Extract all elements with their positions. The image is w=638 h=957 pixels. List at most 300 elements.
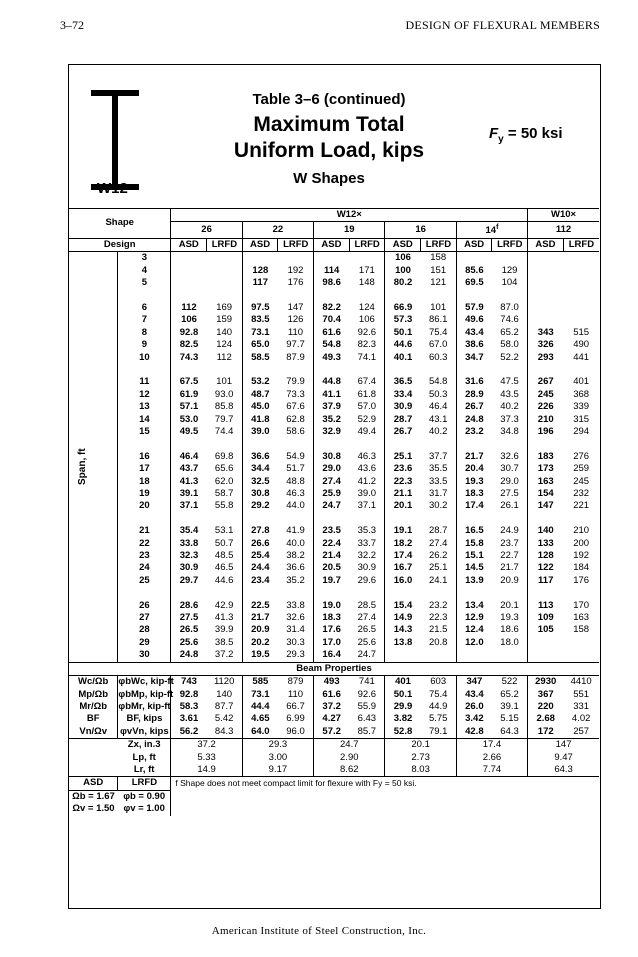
row-spacer <box>349 513 385 525</box>
lrfd-value: 33.8 <box>286 599 305 611</box>
asd-value: 85.6 <box>456 265 492 277</box>
row-spacer <box>69 364 118 376</box>
lrfd-value: 52.9 <box>357 413 377 425</box>
asd-value: 24.8 <box>171 649 207 662</box>
lrfd-value: 159 <box>216 314 233 326</box>
property-value: 9.17 <box>242 764 313 777</box>
table-heading <box>209 91 449 187</box>
asd-value: 98.6 <box>314 277 350 289</box>
asd-value: 57.3 <box>385 314 421 326</box>
asd-value: 13.9 <box>456 575 492 587</box>
asd-value: 13.4 <box>456 600 492 612</box>
lrfd-value: 37.7 <box>428 450 448 462</box>
asd-value: 19.5 <box>242 649 278 662</box>
asd-value: 26.6 <box>242 538 278 550</box>
property-value: 43.4 <box>456 689 492 701</box>
asd-value: 25.4 <box>242 550 278 562</box>
property-value: 66.7 <box>286 700 305 712</box>
table-row <box>69 500 599 512</box>
lrfd-value: 129 <box>501 264 518 276</box>
lrfd-value: 441 <box>573 351 590 363</box>
lrfd-value <box>278 252 314 265</box>
lrfd-value: 28.7 <box>428 525 448 537</box>
span-axis-cell <box>69 600 118 612</box>
asd-value: 21.4 <box>314 550 350 562</box>
table-row <box>69 314 599 326</box>
beam-properties-title: Beam Properties <box>69 662 599 675</box>
span-axis-cell <box>69 265 118 277</box>
property-value: 64.3 <box>500 725 519 737</box>
lrfd-value: 21.7 <box>500 562 519 574</box>
asd-value: 97.5 <box>242 302 278 314</box>
table-row <box>69 538 599 550</box>
span-axis-cell <box>69 525 118 537</box>
asd-value: 20.9 <box>242 624 278 636</box>
row-spacer <box>563 513 599 525</box>
row-spacer <box>528 364 564 376</box>
property-value: 87.7 <box>214 700 234 712</box>
lrfd-value: 24.1 <box>428 574 448 586</box>
asd-value: 49.5 <box>171 426 207 438</box>
asd-value: 19.7 <box>314 575 350 587</box>
span-axis-cell <box>69 376 118 388</box>
asd-header: ASD <box>171 238 207 251</box>
property-lrfd-label: φbMr, kip-ft <box>118 700 171 712</box>
asd-value: 92.8 <box>171 327 207 339</box>
lrfd-value: 73.3 <box>286 388 305 400</box>
table-row <box>69 426 599 438</box>
span-value: 8 <box>118 327 171 339</box>
lrfd-value: 74.6 <box>500 314 519 326</box>
weight-header: 14$^f$ <box>456 222 527 239</box>
asd-value: 39.1 <box>171 488 207 500</box>
asd-value: 326 <box>528 339 564 351</box>
design-header: Design <box>69 238 171 251</box>
footnote: f Shape does not meet compact limit for flexure with Fy = 50 ksi. <box>171 777 599 816</box>
property-value: 56.2 <box>171 726 207 739</box>
span-value: 12 <box>118 389 171 401</box>
row-spacer <box>349 290 385 302</box>
property-value: 5.15 <box>500 713 519 725</box>
lrfd-value: 19.3 <box>500 612 519 624</box>
table-row <box>69 451 599 463</box>
property-value: 2.73 <box>385 752 456 764</box>
asd-value: 31.6 <box>456 376 492 388</box>
table-row <box>69 265 599 277</box>
property-value: 4410 <box>570 676 592 688</box>
asd-value <box>528 252 564 265</box>
property-asd-label: Mr/Ωb <box>79 700 108 712</box>
lrfd-value: 44.0 <box>286 500 305 512</box>
row-spacer <box>69 513 118 525</box>
asd-value: 37.1 <box>171 500 207 512</box>
lrfd-value: 151 <box>430 264 447 276</box>
lrfd-value <box>563 252 599 265</box>
lrfd-value: 65.2 <box>500 326 519 338</box>
lrfd-value: 27.5 <box>500 488 519 500</box>
table-row <box>69 327 599 339</box>
asd-value <box>171 265 207 277</box>
span-value: 20 <box>118 500 171 512</box>
span-axis-cell <box>69 339 118 351</box>
asd-value: 18.3 <box>314 612 350 624</box>
property-value: 5.42 <box>214 713 234 725</box>
property-value: 2.68 <box>528 713 564 725</box>
property-value: 20.1 <box>385 739 456 752</box>
lrfd-value: 87.9 <box>286 351 305 363</box>
span-value: 15 <box>118 426 171 438</box>
lrfd-value: 30.2 <box>428 500 448 512</box>
property-value: 26.0 <box>456 701 492 713</box>
asd-value: 35.2 <box>314 414 350 426</box>
property-value: 1120 <box>213 676 235 688</box>
asd-value: 16.7 <box>385 562 421 574</box>
asd-value: 30.9 <box>171 562 207 574</box>
lrfd-value: 46.4 <box>428 401 448 413</box>
table-subtitle: W Shapes <box>293 170 365 187</box>
row-spacer <box>242 364 278 376</box>
notes-lrfd: LRFD <box>118 777 171 790</box>
lrfd-value: 200 <box>573 537 590 549</box>
span-axis-cell <box>69 476 118 488</box>
asd-value: 36.5 <box>385 376 421 388</box>
lrfd-value: 79.9 <box>286 376 305 388</box>
lrfd-value: 53.1 <box>214 525 234 537</box>
lrfd-value: 39.9 <box>214 624 234 636</box>
running-head: DESIGN OF FLEXURAL MEMBERS <box>405 18 600 32</box>
asd-value: 23.6 <box>385 463 421 475</box>
asd-value: 100 <box>385 265 421 277</box>
row-spacer <box>171 290 207 302</box>
row-spacer <box>69 438 118 450</box>
lrfd-value <box>207 265 243 277</box>
i-beam-icon <box>91 90 139 190</box>
row-spacer <box>528 513 564 525</box>
row-spacer <box>385 290 421 302</box>
property-value: 64.0 <box>242 726 278 739</box>
asd-value: 17.4 <box>456 500 492 512</box>
lrfd-value: 36.6 <box>286 562 305 574</box>
asd-value: 32.3 <box>171 550 207 562</box>
row-spacer <box>421 364 457 376</box>
row-spacer <box>118 364 171 376</box>
property-value: 2.66 <box>456 752 527 764</box>
lrfd-value <box>563 265 599 277</box>
property-value: 79.1 <box>428 725 448 737</box>
lrfd-value: 46.3 <box>286 488 305 500</box>
row-spacer <box>528 438 564 450</box>
span-axis-cell <box>69 252 118 265</box>
lrfd-value: 171 <box>358 264 375 276</box>
lrfd-value: 158 <box>430 252 447 264</box>
asd-value: 14.5 <box>456 562 492 574</box>
lrfd-value: 140 <box>216 326 233 338</box>
asd-value: 22.4 <box>314 538 350 550</box>
property-value: 6.99 <box>286 713 305 725</box>
group-header-w10: W10× <box>528 209 599 222</box>
asd-value <box>385 649 421 662</box>
asd-value: 14.9 <box>385 612 421 624</box>
lrfd-value: 54.9 <box>286 450 305 462</box>
span-value: 13 <box>118 401 171 413</box>
lrfd-value: 112 <box>216 351 232 363</box>
asd-value: 154 <box>528 488 564 500</box>
asd-value: 82.5 <box>171 339 207 351</box>
property-value: 147 <box>528 739 599 752</box>
row-spacer <box>171 364 207 376</box>
asd-value: 28.9 <box>456 389 492 401</box>
lrfd-value: 124 <box>216 339 233 351</box>
lrfd-value: 259 <box>573 463 590 475</box>
lrfd-header: LRFD <box>207 238 243 251</box>
lrfd-value: 42.9 <box>214 599 234 611</box>
lrfd-value: 46.5 <box>214 562 234 574</box>
row-spacer <box>456 513 492 525</box>
property-value: 6.43 <box>357 713 377 725</box>
asd-value: 27.4 <box>314 476 350 488</box>
lrfd-value: 48.8 <box>286 475 305 487</box>
span-axis-cell <box>69 401 118 413</box>
lrfd-value: 58.0 <box>500 339 519 351</box>
row-spacer <box>207 513 243 525</box>
lrfd-value: 62.0 <box>214 475 234 487</box>
lrfd-value: 51.7 <box>286 463 305 475</box>
row-spacer <box>456 438 492 450</box>
property-value: 522 <box>501 676 518 688</box>
lrfd-value: 158 <box>573 624 590 636</box>
asd-value: 67.5 <box>171 376 207 388</box>
lrfd-value: 49.4 <box>357 426 377 438</box>
table-number: Table 3–6 (continued) <box>252 91 406 108</box>
lrfd-header: LRFD <box>492 238 528 251</box>
property-value: 743 <box>171 676 207 689</box>
weight-header: 16 <box>385 222 456 239</box>
lrfd-value: 37.1 <box>357 500 377 512</box>
row-spacer <box>278 438 314 450</box>
lrfd-value: 57.0 <box>357 401 377 413</box>
lrfd-value: 75.4 <box>428 326 448 338</box>
lrfd-value <box>492 649 528 662</box>
property-value: 29.3 <box>242 739 313 752</box>
row-spacer <box>242 290 278 302</box>
asd-value: 24.7 <box>314 500 350 512</box>
lrfd-value: 22.7 <box>500 550 519 562</box>
lrfd-value: 101 <box>216 376 233 388</box>
property-value: 3.42 <box>456 713 492 725</box>
lrfd-value: 25.1 <box>428 562 448 574</box>
asd-value <box>456 649 492 662</box>
asd-value: 43.4 <box>456 327 492 339</box>
table-row <box>69 476 599 488</box>
property-value: 29.9 <box>385 701 421 713</box>
property-value: 5.33 <box>171 752 242 764</box>
span-axis-cell <box>69 426 118 438</box>
property-value: 172 <box>528 726 564 739</box>
asd-value: 45.0 <box>242 401 278 413</box>
lrfd-value <box>492 252 528 265</box>
span-axis-cell <box>69 550 118 562</box>
lrfd-value: 276 <box>573 450 590 462</box>
lrfd-value: 35.5 <box>428 463 448 475</box>
asd-value: 39.0 <box>242 426 278 438</box>
asd-value: 17.6 <box>314 624 350 636</box>
row-spacer <box>118 438 171 450</box>
lrfd-value: 490 <box>573 339 590 351</box>
lrfd-value: 20.8 <box>428 636 448 648</box>
table-row <box>69 550 599 562</box>
property-value: 257 <box>573 725 590 737</box>
lrfd-value: 67.6 <box>286 401 305 413</box>
table-frame <box>68 64 601 909</box>
row-spacer <box>207 364 243 376</box>
lrfd-value <box>563 302 599 314</box>
asd-value: 17.4 <box>385 550 421 562</box>
lrfd-value <box>563 314 599 326</box>
lrfd-value: 294 <box>573 426 590 438</box>
asd-value: 140 <box>528 525 564 537</box>
lrfd-value: 61.8 <box>357 388 377 400</box>
asd-value: 28.6 <box>171 600 207 612</box>
property-value: 75.4 <box>428 688 448 700</box>
lrfd-value: 24.9 <box>500 525 519 537</box>
asd-value: 29.0 <box>314 463 350 475</box>
asd-value: 21.1 <box>385 488 421 500</box>
asd-value: 12.0 <box>456 637 492 649</box>
lrfd-value: 41.9 <box>286 525 305 537</box>
span-value: 14 <box>118 414 171 426</box>
asd-value: 16.5 <box>456 525 492 537</box>
asd-value: 20.4 <box>456 463 492 475</box>
lrfd-value: 69.8 <box>214 450 234 462</box>
asd-value: 183 <box>528 451 564 463</box>
asd-value: 29.2 <box>242 500 278 512</box>
lrfd-value: 35.3 <box>357 525 377 537</box>
span-value: 5 <box>118 277 171 289</box>
lrfd-value: 50.3 <box>428 388 448 400</box>
row-spacer <box>385 513 421 525</box>
asd-value: 49.6 <box>456 314 492 326</box>
property-value: 42.8 <box>456 726 492 739</box>
lrfd-value: 43.6 <box>357 463 377 475</box>
asd-value: 34.4 <box>242 463 278 475</box>
asd-value <box>528 314 564 326</box>
span-value: 7 <box>118 314 171 326</box>
row-spacer <box>349 587 385 599</box>
span-axis-label: Span, ft <box>77 448 88 485</box>
table-row <box>69 488 599 500</box>
property-value: 585 <box>242 676 278 689</box>
lrfd-value: 47.5 <box>500 376 519 388</box>
asd-header: ASD <box>314 238 350 251</box>
lrfd-value: 110 <box>287 326 304 338</box>
property-value: 37.2 <box>171 739 242 752</box>
lrfd-value: 18.0 <box>500 636 519 648</box>
row-spacer <box>207 290 243 302</box>
table-title-line2: Uniform Load, kips <box>233 139 425 162</box>
span-value: 28 <box>118 624 171 636</box>
property-value: 44.9 <box>428 700 448 712</box>
asd-value: 24.8 <box>456 414 492 426</box>
lrfd-value: 26.5 <box>357 624 377 636</box>
lrfd-value: 31.4 <box>286 624 305 636</box>
lrfd-header: LRFD <box>349 238 385 251</box>
lrfd-value: 20.9 <box>500 574 519 586</box>
row-spacer <box>421 290 457 302</box>
lrfd-value: 40.2 <box>428 426 448 438</box>
asd-value <box>171 252 207 265</box>
row-spacer <box>349 364 385 376</box>
asd-header: ASD <box>242 238 278 251</box>
table-row <box>69 649 599 662</box>
property-value: 110 <box>287 688 304 700</box>
property-value: 85.7 <box>357 725 377 737</box>
property-value: 24.7 <box>314 739 385 752</box>
lrfd-value: 37.3 <box>500 413 519 425</box>
asd-value: 25.1 <box>385 451 421 463</box>
row-spacer <box>563 587 599 599</box>
asd-value: 16.0 <box>385 575 421 587</box>
shape-badge: W12 <box>97 180 128 197</box>
row-spacer <box>314 587 350 599</box>
asd-value: 17.0 <box>314 637 350 649</box>
phi-b: φb = 0.90 <box>123 790 166 802</box>
lrfd-value: 52.2 <box>500 351 519 363</box>
asd-value: 133 <box>528 538 564 550</box>
asd-value: 28.7 <box>385 414 421 426</box>
omega-b: Ωb = 1.67 <box>72 790 115 802</box>
property-value: 64.3 <box>528 764 599 777</box>
span-value: 6 <box>118 302 171 314</box>
property-value: 52.8 <box>385 726 421 739</box>
lrfd-value: 176 <box>573 574 590 586</box>
span-axis-cell <box>69 302 118 314</box>
table-row <box>69 612 599 624</box>
row-spacer <box>492 290 528 302</box>
asd-value: 44.6 <box>385 339 421 351</box>
property-value: 551 <box>573 688 590 700</box>
property-spacer <box>69 739 118 752</box>
asd-value: 36.6 <box>242 451 278 463</box>
asd-value <box>528 302 564 314</box>
asd-header: ASD <box>385 238 421 251</box>
asd-value <box>528 637 564 649</box>
asd-value: 113 <box>528 600 564 612</box>
table-row <box>69 562 599 574</box>
property-value: 331 <box>573 700 590 712</box>
span-value: 16 <box>118 451 171 463</box>
lrfd-value: 210 <box>573 525 590 537</box>
property-label: Lp, ft <box>132 751 156 763</box>
span-value: 3 <box>118 252 171 265</box>
lrfd-value: 93.0 <box>214 388 234 400</box>
asd-value: 73.1 <box>242 327 278 339</box>
property-value: 3.82 <box>385 713 421 725</box>
lrfd-value: 21.5 <box>428 624 448 636</box>
property-label: Zx, in.3 <box>118 739 171 752</box>
asd-value: 82.2 <box>314 302 350 314</box>
lrfd-value: 368 <box>573 388 590 400</box>
asd-header: ASD <box>456 238 492 251</box>
asd-value: 128 <box>528 550 564 562</box>
span-value: 17 <box>118 463 171 475</box>
asd-value: 41.1 <box>314 389 350 401</box>
asd-value: 226 <box>528 401 564 413</box>
asd-value: 27.8 <box>242 525 278 537</box>
row-spacer <box>563 438 599 450</box>
asd-value: 25.9 <box>314 488 350 500</box>
property-value: 84.3 <box>214 725 234 737</box>
span-value: 11 <box>118 376 171 388</box>
